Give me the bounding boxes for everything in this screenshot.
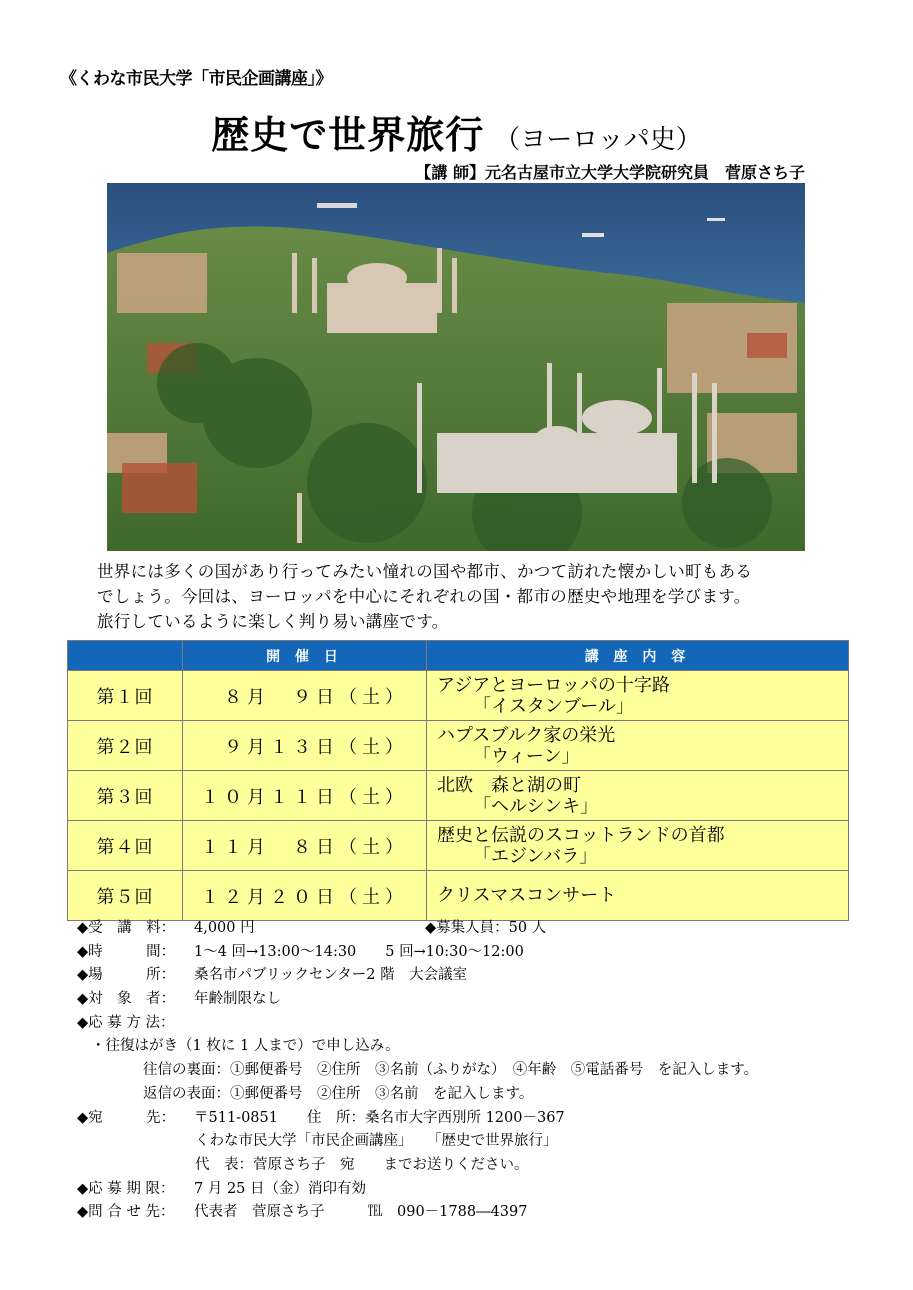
apply-label: ◆応 募 方 法： xyxy=(77,1014,175,1031)
info-fee-row xyxy=(77,917,897,941)
session-city: 「イスタンブール」 xyxy=(473,695,634,717)
session-title: 歴史と伝説のスコットランドの首都 xyxy=(437,824,725,846)
info-deadline-row xyxy=(77,1178,897,1202)
session-content xyxy=(427,771,849,821)
session-content xyxy=(427,721,849,771)
title-block xyxy=(0,104,913,159)
address-label: ◆宛 先： xyxy=(77,1109,176,1126)
series-label: 《くわな市民大学「市民企画講座」》 xyxy=(60,69,332,89)
fee-label: ◆受 講 料： xyxy=(77,920,176,936)
info-address-row xyxy=(77,1107,897,1131)
deadline-value: 7 月 25 日（金）消印有効 xyxy=(194,1180,367,1197)
intro-line: 世界には多くの国があり行ってみたい憧れの国や都市、かつて訪れた懐かしい町もある xyxy=(97,562,753,581)
address-line: 代 表：菅原さち子 宛 までお送りください。 xyxy=(195,1156,529,1173)
session-content xyxy=(427,871,849,921)
table-row xyxy=(68,721,849,771)
deadline-label: ◆応 募 期 限： xyxy=(77,1180,175,1197)
capacity-value: 50 人 xyxy=(508,920,547,936)
contact-value: 代表者 菅原さち子 ℡ 090－1788―4397 xyxy=(194,1204,528,1221)
table-row xyxy=(68,821,849,871)
target-label: ◆対 象 者： xyxy=(77,991,176,1008)
target-value: 年齢制限なし xyxy=(194,991,281,1008)
contact-label: ◆問 合 せ 先： xyxy=(77,1204,175,1221)
header-content: 講 座 内 容 xyxy=(427,641,849,671)
intro-text xyxy=(97,559,817,634)
session-number: 第３回 xyxy=(68,771,183,821)
page-title: 歴史で世界旅行 xyxy=(211,113,485,157)
lecturer-line: 【講 師】元名古屋市立大学大学院研究員 菅原さち子 xyxy=(415,163,805,182)
session-title: ハプスブルク家の栄光 xyxy=(437,724,616,746)
intro-line: 旅行しているように楽しく判り易い講座です。 xyxy=(97,612,449,631)
page-subtitle: （ヨーロッパ史） xyxy=(494,125,702,155)
schedule-header-row xyxy=(68,641,849,671)
time-value: 1〜4 回→13:00〜14:30 5 回→10:30〜12:00 xyxy=(194,943,524,960)
session-title: クリスマスコンサート xyxy=(437,885,617,906)
session-number: 第４回 xyxy=(68,821,183,871)
session-content xyxy=(427,671,849,721)
table-row xyxy=(68,671,849,721)
apply-line: ・往復はがき（1 枚に 1 人まで）で申し込み。 xyxy=(91,1038,400,1055)
capacity xyxy=(425,917,546,941)
session-number: 第５回 xyxy=(68,871,183,921)
info-time-row xyxy=(77,941,897,965)
istanbul-aerial-photo xyxy=(107,183,805,551)
session-title: アジアとヨーロッパの十字路 xyxy=(437,674,670,696)
schedule-table xyxy=(67,640,849,921)
address-value: 〒511-0851 住 所：桑名市大字西別所 1200－367 xyxy=(194,1109,565,1126)
apply-line: 往信の裏面：①郵便番号 ②住所 ③名前（ふりがな） ④年齢 ⑤電話番号 を記入します。 xyxy=(143,1062,759,1079)
session-date: １２月２０日（土） xyxy=(183,871,427,921)
info-apply-row xyxy=(77,1012,897,1036)
info-section xyxy=(77,917,897,1225)
session-date: １１月 ８日（土） xyxy=(183,821,427,871)
session-city: 「ウィーン」 xyxy=(473,745,580,767)
session-title: 北欧 森と湖の町 xyxy=(437,774,581,796)
fee-value: 4,000 円 xyxy=(194,920,255,936)
header-session xyxy=(68,641,183,671)
info-place-row xyxy=(77,964,897,988)
header-date: 開 催 日 xyxy=(183,641,427,671)
table-row xyxy=(68,871,849,921)
capacity-label: ◆募集人員： xyxy=(425,920,509,936)
address-line: くわな市民大学「市民企画講座」 「歴史で世界旅行」 xyxy=(195,1133,558,1150)
time-label: ◆時 間： xyxy=(77,943,176,960)
session-city: 「ヘルシンキ」 xyxy=(473,795,599,817)
table-row xyxy=(68,771,849,821)
session-date: ９月１３日（土） xyxy=(183,721,427,771)
apply-line: 返信の表面：①郵便番号 ②住所 ③名前 を記入します。 xyxy=(143,1085,534,1102)
session-date: １０月１１日（土） xyxy=(183,771,427,821)
session-number: 第２回 xyxy=(68,721,183,771)
place-value: 桑名市パブリックセンター2 階 大会議室 xyxy=(194,967,468,984)
session-number: 第１回 xyxy=(68,671,183,721)
session-content xyxy=(427,821,849,871)
info-target-row xyxy=(77,988,897,1012)
session-date: ８月 ９日（土） xyxy=(183,671,427,721)
intro-line: でしょう。今回は、ヨーロッパを中心にそれぞれの国・都市の歴史や地理を学びます。 xyxy=(97,587,751,606)
place-label: ◆場 所： xyxy=(77,967,176,984)
info-contact-row xyxy=(77,1201,897,1225)
session-city: 「エジンバラ」 xyxy=(473,845,598,867)
